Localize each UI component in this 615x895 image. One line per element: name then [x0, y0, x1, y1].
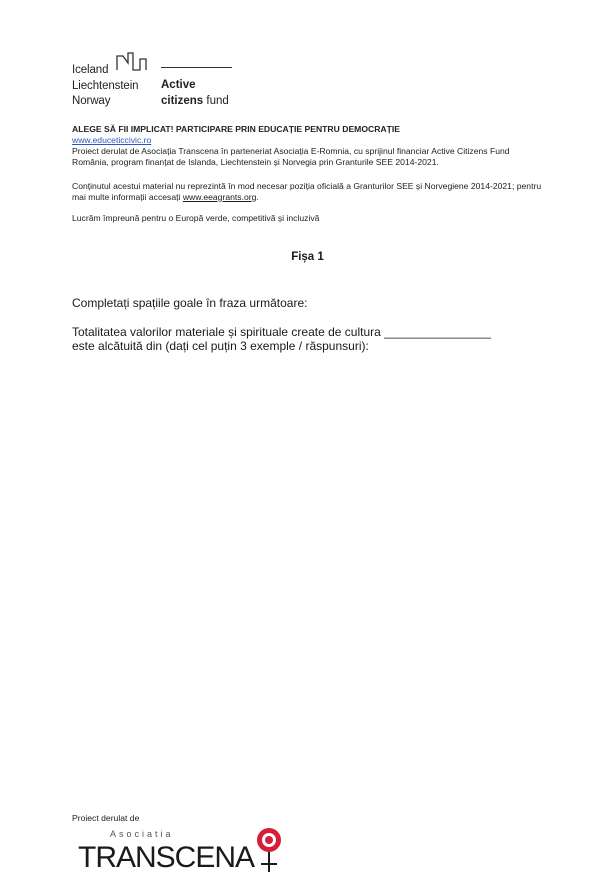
instruction-text: Completați spațiile goale în fraza următoare:	[72, 296, 308, 310]
logo-country-norway: Norway	[72, 95, 111, 107]
disclaimer	[72, 181, 542, 202]
logo-active-word: Active	[161, 79, 196, 91]
logo-rule	[161, 67, 232, 68]
footer-label: Proiect derulat de	[72, 813, 140, 823]
sheet-title: Fișa 1	[291, 251, 324, 263]
question-line-1: Totalitatea valorilor materiale și spirituale create de cultura ________________	[72, 325, 491, 339]
project-description: Proiect derulat de Asociația Transcena în parteneriat Asociația E-Romnia, cu sprijinul financiar Active Citizens Fund România, program finanțat de Islanda, Liechtenstein și Norvegia prin Granturile SEE 2014-2021.	[72, 146, 510, 167]
svg-text:TRANSCENA: TRANSCENA	[78, 841, 255, 874]
question-line-2: este alcătuită din (dați cel puțin 3 exemple / răspunsuri):	[72, 339, 369, 353]
logo-fund-word: fund	[206, 94, 229, 107]
website-link[interactable]: www.educeticcivic.ro	[72, 135, 152, 145]
logo-country-liechtenstein: Liechtenstein	[72, 79, 139, 92]
disclaimer-end: .	[256, 191, 259, 202]
logo-country-iceland: Iceland	[72, 64, 109, 76]
transcena-emblem-icon	[257, 828, 281, 872]
document-heading: ALEGE SĂ FII IMPLICAT! PARTICIPARE PRIN EDUCAȚIE PENTRU DEMOCRAȚIE	[72, 124, 401, 134]
svg-text:Asociatia: Asociatia	[110, 829, 174, 839]
tagline: Lucrăm împreună pentru o Europă verde, competitivă și incluzivă	[72, 213, 320, 223]
logo-citizens-word: citizens	[161, 94, 204, 107]
logo-countries	[72, 63, 138, 110]
transcena-logo	[72, 822, 287, 877]
question	[72, 325, 542, 353]
eeagrants-link[interactable]: www.eeagrants.org	[182, 191, 257, 202]
disclaimer-text: Conținutul acestui material nu reprezintă în mod necesar poziția oficială a Granturilor SEE și Norvegiene 2014-2021; pentru mai multe informații accesați	[72, 181, 542, 202]
logo-active-citizens	[161, 78, 229, 109]
